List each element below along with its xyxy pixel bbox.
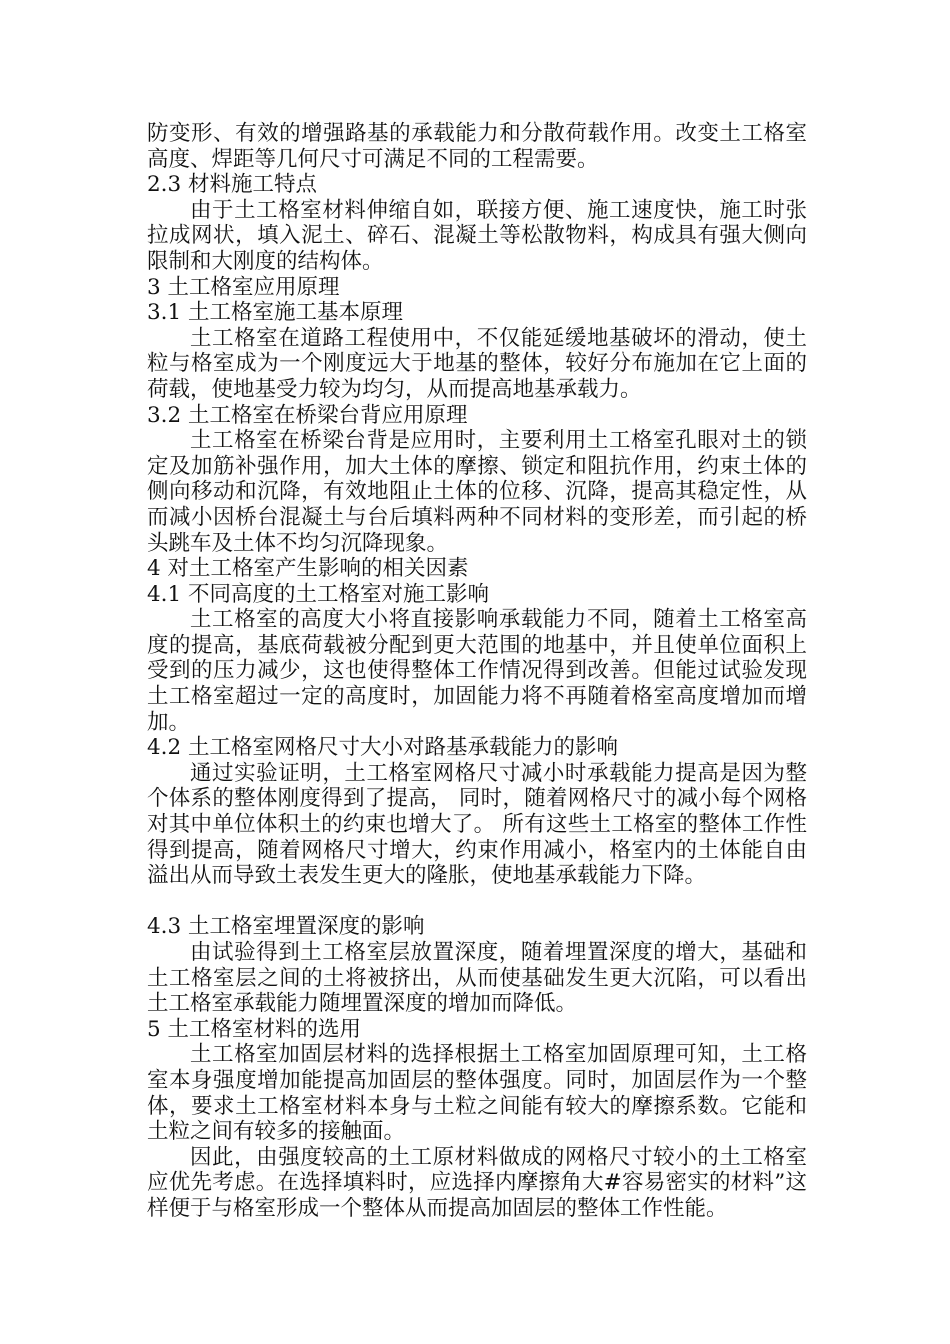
document-body <box>147 121 807 1222</box>
section-heading-4-1: 4.1 不同高度的土工格室对施工影响 <box>147 581 490 607</box>
section-heading-4: 4 对土工格室产生影响的相关因素 <box>147 556 469 582</box>
paragraph: 由于土工格室材料伸缩自如，联接方便、施工速度快，施工时张拉成网状，填入泥土、碎石、混凝土等松散物料，构成具有强大侧向限制和大刚度的结构体。 <box>147 197 807 274</box>
section-heading-3-2: 3.2 土工格室在桥梁台背应用原理 <box>147 402 468 428</box>
section-heading-2-3: 2.3 材料施工特点 <box>147 172 318 198</box>
paragraph: 由试验得到土工格室层放置深度，随着埋置深度的增大，基础和土工格室层之间的土将被挤出，从而使基础发生更大沉陷，可以看出土工格室承载能力随埋置深度的增加而降低。 <box>147 940 807 1017</box>
paragraph: 因此，由强度较高的土工原材料做成的网格尺寸较小的土工格室应优先考虑。在选择填料时，应选择内摩擦角大#容易密实的材料”这样便于与格室形成一个整体从而提高加固层的整体工作性能。 <box>147 1144 807 1221</box>
section-heading-5: 5 土工格室材料的选用 <box>147 1016 362 1042</box>
paragraph: 土工格室在道路工程使用中，不仅能延缓地基破坏的滑动，使土粒与格室成为一个刚度远大于地基的整体，较好分布施加在它上面的荷载，使地基受力较为均匀，从而提高地基承载力。 <box>147 325 807 402</box>
section-heading-3-1: 3.1 土工格室施工基本原理 <box>147 300 404 326</box>
paragraph: 土工格室的高度大小将直接影响承载能力不同，随着土工格室高度的提高，基底荷载被分配到更大范围的地基中，并且使单位面积上受到的压力减少，这也使得整体工作情况得到改善。但能过试验发现土工格室超过一定的高度时，加固能力将不再随着格室高度增加而增加。 <box>147 607 807 735</box>
paragraph-continuation: 防变形、有效的增强路基的承载能力和分散荷载作用。改变土工格室高度、焊距等几何尺寸可满足不同的工程需要。 <box>147 121 807 172</box>
section-heading-4-2: 4.2 土工格室网格尺寸大小对路基承载能力的影响 <box>147 735 619 761</box>
paragraph: 土工格室加固层材料的选择根据土工格室加固原理可知，土工格室本身强度增加能提高加固层的整体强度。同时，加固层作为一个整体，要求土工格室材料本身与土粒之间能有较大的摩擦系数。它能和土粒之间有较多的接触面。 <box>147 1042 807 1145</box>
blank-line <box>147 889 807 915</box>
paragraph: 土工格室在桥梁台背是应用时，主要利用土工格室孔眼对土的锁定及加筋补强作用，加大土体的摩擦、锁定和阻抗作用，约束土体的侧向移动和沉降，有效地阻止土体的位移、沉降，提高其稳定性，从而减小因桥台混凝土与台后填料两种不同材料的变形差，而引起的桥头跳车及土体不均匀沉降现象。 <box>147 428 807 556</box>
section-heading-3: 3 土工格室应用原理 <box>147 274 340 300</box>
section-heading-4-3: 4.3 土工格室埋置深度的影响 <box>147 914 425 940</box>
paragraph: 通过实验证明，土工格室网格尺寸减小时承载能力提高是因为整个体系的整体刚度得到了提高， 同时，随着网格尺寸的减小每个网格对其中单位体积土的约束也增大了。 所有这些土工格室的整体工作性得到提高，随着网格尺寸增大，约束作用减小，格室内的土体能自由溢出从而导致土表发生更大的隆胀，使地基承载能力下降。 <box>147 760 807 889</box>
